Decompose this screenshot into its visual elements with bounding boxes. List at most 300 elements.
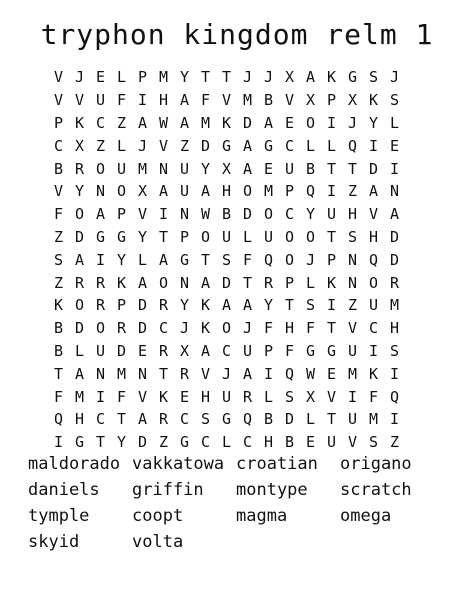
grid-letter[interactable]: Q	[389, 387, 400, 406]
grid-letter[interactable]: U	[284, 159, 295, 178]
grid-letter[interactable]: Y	[305, 205, 316, 224]
grid-letter[interactable]: D	[389, 227, 400, 246]
grid-letter[interactable]: O	[305, 227, 316, 246]
grid-letter[interactable]: P	[116, 296, 127, 315]
grid-letter[interactable]: F	[53, 387, 64, 406]
grid-letter[interactable]: C	[284, 136, 295, 155]
grid-letter[interactable]: N	[389, 182, 400, 201]
grid-letter[interactable]: U	[242, 341, 253, 360]
grid-letter[interactable]: H	[263, 433, 274, 452]
grid-letter[interactable]: B	[263, 410, 274, 429]
grid-letter[interactable]: G	[179, 433, 190, 452]
grid-letter[interactable]: S	[389, 341, 400, 360]
grid-letter[interactable]: H	[74, 410, 85, 429]
grid-letter[interactable]: M	[200, 113, 211, 132]
grid-letter[interactable]: Z	[53, 273, 64, 292]
grid-letter[interactable]: N	[95, 364, 106, 383]
grid-letter[interactable]: R	[74, 273, 85, 292]
grid-letter[interactable]: G	[326, 341, 337, 360]
grid-letter[interactable]: Z	[53, 227, 64, 246]
grid-letter[interactable]: D	[74, 319, 85, 338]
grid-letter[interactable]: Z	[179, 136, 190, 155]
grid-letter[interactable]: Y	[263, 296, 274, 315]
grid-letter[interactable]: A	[200, 182, 211, 201]
grid-letter[interactable]: V	[137, 205, 148, 224]
grid-letter[interactable]: X	[284, 68, 295, 87]
grid-letter[interactable]: X	[137, 182, 148, 201]
grid-letter[interactable]: Z	[116, 113, 127, 132]
grid-letter[interactable]: T	[158, 227, 169, 246]
grid-letter[interactable]: G	[263, 136, 274, 155]
grid-letter[interactable]: O	[116, 182, 127, 201]
grid-letter[interactable]: K	[158, 387, 169, 406]
grid-letter[interactable]: U	[95, 91, 106, 110]
grid-letter[interactable]: B	[221, 205, 232, 224]
grid-letter[interactable]: V	[137, 387, 148, 406]
grid-letter[interactable]: S	[305, 296, 316, 315]
grid-letter[interactable]: V	[347, 433, 358, 452]
grid-letter[interactable]: S	[221, 250, 232, 269]
grid-letter[interactable]: A	[221, 296, 232, 315]
grid-letter[interactable]: E	[284, 113, 295, 132]
grid-letter[interactable]: I	[95, 387, 106, 406]
grid-letter[interactable]: M	[137, 159, 148, 178]
grid-letter[interactable]: A	[200, 273, 211, 292]
grid-letter[interactable]: I	[95, 250, 106, 269]
grid-letter[interactable]: K	[116, 273, 127, 292]
grid-letter[interactable]: O	[200, 227, 211, 246]
grid-letter[interactable]: U	[368, 296, 379, 315]
grid-letter[interactable]: Z	[95, 136, 106, 155]
grid-letter[interactable]: C	[179, 410, 190, 429]
grid-letter[interactable]: N	[179, 273, 190, 292]
word-list-item: montype	[236, 480, 308, 500]
grid-letter[interactable]: D	[137, 296, 148, 315]
grid-letter[interactable]: V	[53, 91, 64, 110]
grid-letter[interactable]: P	[263, 341, 274, 360]
grid-letter[interactable]: T	[53, 364, 64, 383]
grid-letter[interactable]: O	[95, 159, 106, 178]
grid-letter[interactable]: T	[116, 410, 127, 429]
grid-letter[interactable]: B	[284, 433, 295, 452]
grid-letter[interactable]: F	[305, 319, 316, 338]
grid-letter[interactable]: K	[368, 91, 379, 110]
grid-letter[interactable]: D	[74, 227, 85, 246]
grid-letter[interactable]: L	[389, 113, 400, 132]
grid-letter[interactable]: R	[389, 273, 400, 292]
grid-letter[interactable]: H	[221, 182, 232, 201]
grid-letter[interactable]: O	[305, 113, 316, 132]
grid-letter[interactable]: C	[221, 341, 232, 360]
grid-letter[interactable]: T	[221, 68, 232, 87]
grid-letter[interactable]: Z	[347, 182, 358, 201]
grid-letter[interactable]: M	[116, 364, 127, 383]
grid-letter[interactable]: Q	[305, 182, 316, 201]
word-list-item: scratch	[340, 480, 412, 500]
grid-letter[interactable]: V	[74, 91, 85, 110]
grid-letter[interactable]: U	[347, 341, 358, 360]
grid-letter[interactable]: R	[158, 341, 169, 360]
grid-letter[interactable]: C	[368, 319, 379, 338]
grid-letter[interactable]: L	[305, 273, 316, 292]
grid-letter[interactable]: K	[221, 113, 232, 132]
grid-letter[interactable]: B	[53, 159, 64, 178]
grid-letter[interactable]: A	[242, 159, 253, 178]
grid-letter[interactable]: U	[326, 205, 337, 224]
grid-letter[interactable]: Q	[242, 410, 253, 429]
grid-letter[interactable]: V	[221, 91, 232, 110]
grid-letter[interactable]: R	[158, 296, 169, 315]
grid-letter[interactable]: P	[326, 91, 337, 110]
grid-letter[interactable]: F	[368, 387, 379, 406]
grid-letter[interactable]: N	[347, 250, 358, 269]
grid-letter[interactable]: S	[389, 91, 400, 110]
grid-letter[interactable]: H	[389, 319, 400, 338]
grid-letter[interactable]: M	[263, 182, 274, 201]
grid-letter[interactable]: M	[389, 296, 400, 315]
grid-letter[interactable]: H	[200, 387, 211, 406]
grid-letter[interactable]: I	[368, 341, 379, 360]
grid-letter[interactable]: G	[74, 433, 85, 452]
grid-letter[interactable]: U	[326, 433, 337, 452]
grid-letter[interactable]: K	[200, 296, 211, 315]
grid-letter[interactable]: O	[74, 205, 85, 224]
grid-letter[interactable]: A	[242, 296, 253, 315]
grid-letter[interactable]: Z	[389, 433, 400, 452]
grid-letter[interactable]: L	[242, 227, 253, 246]
grid-letter[interactable]: Y	[200, 159, 211, 178]
grid-letter[interactable]: A	[242, 136, 253, 155]
grid-letter[interactable]: I	[389, 159, 400, 178]
grid-letter[interactable]: H	[347, 205, 358, 224]
grid-letter[interactable]: M	[74, 387, 85, 406]
grid-letter[interactable]: J	[305, 250, 316, 269]
grid-letter[interactable]: B	[53, 341, 64, 360]
grid-letter[interactable]: K	[74, 113, 85, 132]
grid-letter[interactable]: J	[242, 68, 253, 87]
grid-letter[interactable]: T	[326, 227, 337, 246]
word-list-item: croatian	[236, 454, 318, 474]
grid-letter[interactable]: S	[200, 410, 211, 429]
grid-letter[interactable]: O	[263, 205, 274, 224]
grid-letter[interactable]: N	[137, 364, 148, 383]
grid-letter[interactable]: K	[53, 296, 64, 315]
grid-letter[interactable]: K	[200, 319, 211, 338]
grid-letter[interactable]: R	[74, 159, 85, 178]
grid-letter[interactable]: Q	[53, 410, 64, 429]
grid-letter[interactable]: V	[53, 68, 64, 87]
grid-letter[interactable]: T	[284, 296, 295, 315]
grid-letter[interactable]: Y	[116, 433, 127, 452]
grid-letter[interactable]: G	[305, 341, 316, 360]
grid-letter[interactable]: I	[368, 136, 379, 155]
grid-letter[interactable]: D	[137, 319, 148, 338]
grid-letter[interactable]: S	[284, 387, 295, 406]
grid-letter[interactable]: A	[137, 410, 148, 429]
grid-letter[interactable]: J	[74, 68, 85, 87]
grid-letter[interactable]: R	[95, 296, 106, 315]
grid-letter[interactable]: I	[263, 364, 274, 383]
grid-letter[interactable]: Y	[368, 113, 379, 132]
grid-letter[interactable]: S	[53, 250, 64, 269]
grid-letter[interactable]: W	[158, 113, 169, 132]
grid-letter[interactable]: B	[305, 159, 316, 178]
grid-letter[interactable]: A	[179, 113, 190, 132]
grid-letter[interactable]: S	[368, 68, 379, 87]
grid-letter[interactable]: D	[116, 341, 127, 360]
grid-letter[interactable]: A	[74, 250, 85, 269]
grid-letter[interactable]: F	[242, 250, 253, 269]
grid-letter[interactable]: D	[368, 159, 379, 178]
grid-letter[interactable]: O	[221, 319, 232, 338]
grid-letter[interactable]: D	[242, 205, 253, 224]
grid-row	[48, 431, 426, 454]
grid-letter[interactable]: Q	[263, 250, 274, 269]
grid-letter[interactable]: B	[263, 91, 274, 110]
grid-letter[interactable]: E	[305, 433, 316, 452]
grid-letter[interactable]: L	[116, 68, 127, 87]
grid-letter[interactable]: E	[263, 159, 274, 178]
grid-letter[interactable]: L	[116, 136, 127, 155]
grid-letter[interactable]: D	[221, 273, 232, 292]
grid-letter[interactable]: P	[179, 227, 190, 246]
grid-letter[interactable]: P	[53, 113, 64, 132]
grid-letter[interactable]: V	[200, 364, 211, 383]
grid-letter[interactable]: X	[347, 91, 358, 110]
grid-letter[interactable]: M	[158, 68, 169, 87]
grid-letter[interactable]: U	[263, 227, 274, 246]
word-list-item: griffin	[132, 480, 204, 500]
grid-letter[interactable]: O	[158, 273, 169, 292]
grid-letter[interactable]: E	[95, 68, 106, 87]
grid-letter[interactable]: O	[74, 296, 85, 315]
grid-letter[interactable]: I	[347, 387, 358, 406]
grid-letter[interactable]: C	[158, 319, 169, 338]
grid-letter[interactable]: S	[368, 433, 379, 452]
grid-letter[interactable]: V	[158, 136, 169, 155]
grid-letter[interactable]: R	[95, 273, 106, 292]
grid-letter[interactable]: R	[179, 364, 190, 383]
grid-letter[interactable]: F	[53, 205, 64, 224]
grid-letter[interactable]: Z	[158, 433, 169, 452]
grid-letter[interactable]: E	[389, 136, 400, 155]
grid-letter[interactable]: J	[221, 364, 232, 383]
grid-letter[interactable]: Z	[347, 296, 358, 315]
grid-letter[interactable]: D	[284, 410, 295, 429]
grid-letter[interactable]: P	[116, 205, 127, 224]
grid-letter[interactable]: E	[179, 387, 190, 406]
grid-letter[interactable]: G	[95, 227, 106, 246]
grid-letter[interactable]: A	[179, 91, 190, 110]
grid-letter[interactable]: F	[116, 387, 127, 406]
grid-row	[48, 385, 426, 408]
grid-letter[interactable]: N	[347, 273, 358, 292]
grid-letter[interactable]: J	[242, 319, 253, 338]
grid-letter[interactable]: U	[95, 341, 106, 360]
grid-letter[interactable]: L	[221, 433, 232, 452]
grid-letter[interactable]: J	[347, 113, 358, 132]
grid-letter[interactable]: G	[221, 410, 232, 429]
grid-letter[interactable]: W	[305, 364, 316, 383]
grid-letter[interactable]: T	[200, 250, 211, 269]
grid-letter[interactable]: F	[200, 91, 211, 110]
grid-letter[interactable]: U	[221, 227, 232, 246]
grid-letter[interactable]: N	[179, 205, 190, 224]
grid-letter[interactable]: J	[137, 136, 148, 155]
grid-letter[interactable]: V	[368, 205, 379, 224]
grid-letter[interactable]: G	[221, 136, 232, 155]
grid-letter[interactable]: C	[95, 410, 106, 429]
grid-letter[interactable]: V	[326, 387, 337, 406]
grid-letter[interactable]: T	[326, 159, 337, 178]
grid-letter[interactable]: X	[221, 159, 232, 178]
grid-letter[interactable]: D	[242, 113, 253, 132]
grid-letter[interactable]: O	[242, 182, 253, 201]
grid-letter[interactable]: L	[137, 250, 148, 269]
grid-letter[interactable]: F	[284, 341, 295, 360]
grid-letter[interactable]: L	[305, 410, 316, 429]
grid-letter[interactable]: M	[368, 410, 379, 429]
grid-letter[interactable]: Q	[284, 364, 295, 383]
grid-letter[interactable]: M	[242, 91, 253, 110]
grid-letter[interactable]: U	[116, 159, 127, 178]
grid-letter[interactable]: I	[326, 296, 337, 315]
grid-letter[interactable]: H	[284, 319, 295, 338]
grid-letter[interactable]: T	[242, 273, 253, 292]
word-list-item: volta	[132, 532, 184, 552]
grid-letter[interactable]: I	[326, 113, 337, 132]
grid-letter[interactable]: X	[305, 91, 316, 110]
grid-letter[interactable]: I	[389, 410, 400, 429]
grid-letter[interactable]: Y	[116, 250, 127, 269]
grid-letter[interactable]: Q	[347, 136, 358, 155]
grid-letter[interactable]: A	[200, 341, 211, 360]
grid-letter[interactable]: V	[53, 182, 64, 201]
grid-letter[interactable]: J	[179, 319, 190, 338]
grid-letter[interactable]: G	[347, 68, 358, 87]
grid-letter[interactable]: T	[347, 159, 358, 178]
grid-letter[interactable]: T	[95, 433, 106, 452]
grid-letter[interactable]: O	[284, 227, 295, 246]
grid-letter[interactable]: I	[137, 91, 148, 110]
grid-letter[interactable]: S	[347, 227, 358, 246]
grid-letter[interactable]: Q	[368, 250, 379, 269]
grid-letter[interactable]: C	[53, 136, 64, 155]
grid-letter[interactable]: A	[137, 113, 148, 132]
grid-letter[interactable]: N	[158, 159, 169, 178]
grid-letter[interactable]: M	[347, 364, 358, 383]
grid-letter[interactable]: G	[179, 250, 190, 269]
grid-letter[interactable]: A	[389, 205, 400, 224]
grid-letter[interactable]: C	[95, 113, 106, 132]
word-list-item: daniels	[28, 480, 100, 500]
grid-letter[interactable]: E	[137, 341, 148, 360]
grid-letter[interactable]: Y	[74, 182, 85, 201]
grid-letter[interactable]: H	[368, 227, 379, 246]
grid-letter[interactable]: E	[326, 364, 337, 383]
grid-letter[interactable]: A	[368, 182, 379, 201]
grid-letter[interactable]: T	[200, 68, 211, 87]
grid-letter[interactable]: D	[389, 250, 400, 269]
grid-letter[interactable]: I	[53, 433, 64, 452]
grid-letter[interactable]: F	[263, 319, 274, 338]
grid-letter[interactable]: T	[326, 319, 337, 338]
grid-letter[interactable]: R	[116, 319, 127, 338]
grid-letter[interactable]: Y	[137, 227, 148, 246]
grid-letter[interactable]: N	[95, 182, 106, 201]
grid-letter[interactable]: F	[116, 91, 127, 110]
grid-letter[interactable]: H	[158, 91, 169, 110]
grid-letter[interactable]: C	[284, 205, 295, 224]
grid-letter[interactable]: X	[305, 387, 316, 406]
grid-letter[interactable]: A	[305, 68, 316, 87]
grid-letter[interactable]: C	[242, 433, 253, 452]
grid-letter[interactable]: O	[368, 273, 379, 292]
grid-row	[48, 408, 426, 431]
grid-letter[interactable]: T	[326, 410, 337, 429]
grid-letter[interactable]: T	[158, 364, 169, 383]
grid-letter[interactable]: L	[305, 136, 316, 155]
grid-letter[interactable]: K	[326, 273, 337, 292]
grid-row	[48, 294, 426, 317]
grid-letter[interactable]: A	[242, 364, 253, 383]
grid-letter[interactable]: Y	[179, 296, 190, 315]
grid-letter[interactable]: O	[284, 250, 295, 269]
grid-letter[interactable]: I	[326, 182, 337, 201]
grid-letter[interactable]: R	[263, 273, 274, 292]
grid-letter[interactable]: Y	[179, 68, 190, 87]
grid-letter[interactable]: W	[200, 205, 211, 224]
grid-letter[interactable]: I	[158, 205, 169, 224]
grid-row	[48, 134, 426, 157]
grid-letter[interactable]: K	[368, 364, 379, 383]
grid-letter[interactable]: A	[95, 205, 106, 224]
grid-letter[interactable]: J	[389, 68, 400, 87]
grid-letter[interactable]: A	[158, 250, 169, 269]
grid-letter[interactable]: P	[137, 68, 148, 87]
grid-letter[interactable]: X	[74, 136, 85, 155]
grid-letter[interactable]: O	[95, 319, 106, 338]
grid-letter[interactable]: X	[179, 341, 190, 360]
grid-letter[interactable]: U	[179, 159, 190, 178]
grid-letter[interactable]: R	[158, 410, 169, 429]
grid-letter[interactable]: U	[347, 410, 358, 429]
grid-letter[interactable]: G	[116, 227, 127, 246]
grid-letter[interactable]: B	[53, 319, 64, 338]
grid-letter[interactable]: U	[221, 387, 232, 406]
grid-letter[interactable]: A	[158, 182, 169, 201]
grid-letter[interactable]: D	[137, 433, 148, 452]
grid-letter[interactable]: A	[74, 364, 85, 383]
grid-letter[interactable]: L	[74, 341, 85, 360]
grid-letter[interactable]: V	[284, 91, 295, 110]
grid-letter[interactable]: J	[263, 68, 274, 87]
grid-letter[interactable]: V	[347, 319, 358, 338]
grid-letter[interactable]: I	[389, 364, 400, 383]
grid-letter[interactable]: L	[263, 387, 274, 406]
grid-letter[interactable]: U	[179, 182, 190, 201]
grid-letter[interactable]: C	[200, 433, 211, 452]
grid-letter[interactable]: A	[137, 273, 148, 292]
grid-letter[interactable]: R	[242, 387, 253, 406]
grid-letter[interactable]: L	[326, 136, 337, 155]
grid-letter[interactable]: A	[263, 113, 274, 132]
grid-letter[interactable]: D	[200, 136, 211, 155]
grid-letter[interactable]: K	[326, 68, 337, 87]
grid-letter[interactable]: P	[326, 250, 337, 269]
grid-letter[interactable]: P	[284, 182, 295, 201]
grid-letter[interactable]: P	[284, 273, 295, 292]
